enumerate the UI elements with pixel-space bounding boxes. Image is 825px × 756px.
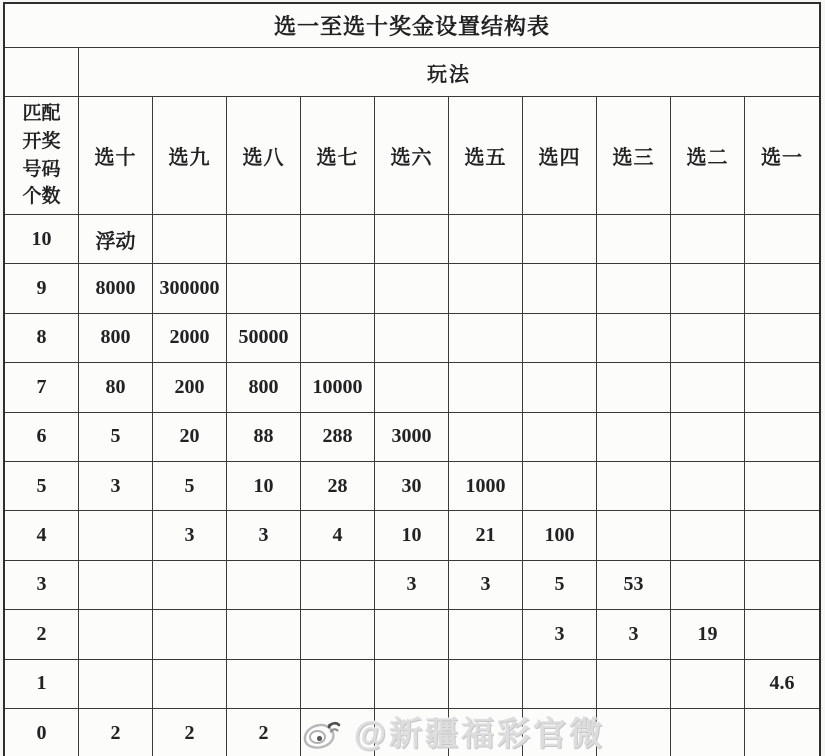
prize-cell: 8000	[79, 264, 153, 312]
prize-cell: 10	[375, 511, 449, 559]
prize-cell	[745, 610, 819, 658]
prize-cell	[745, 413, 819, 461]
table-row	[5, 561, 819, 610]
prize-cell	[153, 215, 227, 263]
prize-cell: 20	[153, 413, 227, 461]
prize-cell	[301, 660, 375, 708]
prize-cell	[301, 561, 375, 609]
prize-cell	[375, 215, 449, 263]
prize-cell	[449, 413, 523, 461]
prize-cell	[745, 264, 819, 312]
prize-cell	[375, 264, 449, 312]
column-header-8: 选三	[597, 97, 671, 214]
prize-cell	[227, 561, 301, 609]
column-header-6: 选五	[449, 97, 523, 214]
prize-cell	[597, 709, 671, 756]
match-count-cell: 2	[5, 610, 79, 658]
prize-cell: 5	[153, 462, 227, 510]
prize-cell	[671, 709, 745, 756]
prize-cell	[153, 561, 227, 609]
prize-cell	[671, 462, 745, 510]
prize-cell: 10000	[301, 363, 375, 411]
prize-cell	[153, 660, 227, 708]
corner-cell	[5, 48, 79, 96]
prize-cell: 5	[79, 413, 153, 461]
prize-cell	[671, 215, 745, 263]
prize-cell	[375, 660, 449, 708]
prize-cell	[745, 709, 819, 756]
prize-cell	[301, 264, 375, 312]
match-count-cell: 7	[5, 363, 79, 411]
prize-cell: 3	[449, 561, 523, 609]
prize-cell	[301, 215, 375, 263]
match-count-cell: 3	[5, 561, 79, 609]
prize-cell: 5	[523, 561, 597, 609]
table-row	[5, 462, 819, 511]
prize-structure-table	[3, 2, 821, 756]
prize-cell	[597, 413, 671, 461]
prize-cell: 3	[523, 610, 597, 658]
match-count-cell: 10	[5, 215, 79, 263]
table-row	[5, 610, 819, 659]
prize-cell: 3	[227, 511, 301, 559]
prize-cell: 浮动	[79, 215, 153, 263]
prize-cell	[597, 314, 671, 362]
column-header-4: 选七	[301, 97, 375, 214]
prize-cell: 80	[79, 363, 153, 411]
prize-cell	[301, 709, 375, 756]
prize-cell: 800	[227, 363, 301, 411]
prize-cell: 200	[153, 363, 227, 411]
table-title: 选一至选十奖金设置结构表	[273, 14, 550, 39]
prize-cell: 3	[153, 511, 227, 559]
match-count-cell: 9	[5, 264, 79, 312]
prize-cell	[745, 363, 819, 411]
column-header-row	[5, 97, 819, 215]
prize-cell	[449, 660, 523, 708]
prize-cell: 19	[671, 610, 745, 658]
prize-cell	[745, 511, 819, 559]
prize-cell	[745, 215, 819, 263]
prize-cell	[523, 215, 597, 263]
prize-cell	[745, 314, 819, 362]
prize-cell	[449, 264, 523, 312]
prize-cell: 28	[301, 462, 375, 510]
prize-cell	[449, 363, 523, 411]
prize-cell	[671, 561, 745, 609]
prize-cell	[449, 215, 523, 263]
column-header-9: 选二	[671, 97, 745, 214]
prize-cell	[227, 215, 301, 263]
prize-cell	[227, 264, 301, 312]
table-title-row	[5, 4, 819, 48]
prize-cell	[597, 215, 671, 263]
prize-cell: 3	[79, 462, 153, 510]
prize-cell: 30	[375, 462, 449, 510]
prize-cell	[671, 413, 745, 461]
match-count-cell: 5	[5, 462, 79, 510]
table-row	[5, 709, 819, 756]
prize-cell	[671, 314, 745, 362]
match-count-cell: 8	[5, 314, 79, 362]
table-row	[5, 363, 819, 412]
prize-cell	[671, 511, 745, 559]
prize-cell	[671, 264, 745, 312]
prize-cell	[523, 709, 597, 756]
table-row	[5, 314, 819, 363]
match-count-header: 匹配开奖号码个数	[5, 97, 79, 214]
prize-cell: 4.6	[769, 672, 795, 695]
prize-cell	[301, 610, 375, 658]
match-count-cell: 0	[5, 709, 79, 756]
prize-cell: 2	[227, 709, 301, 756]
prize-cell: 3	[375, 561, 449, 609]
prize-cell	[375, 314, 449, 362]
match-count-cell: 1	[5, 660, 79, 708]
prize-cell	[745, 561, 819, 609]
prize-cell	[375, 709, 449, 756]
prize-cell: 21	[449, 511, 523, 559]
prize-cell	[597, 264, 671, 312]
prize-cell	[79, 610, 153, 658]
prize-cell	[375, 610, 449, 658]
prize-cell: 3000	[375, 413, 449, 461]
prize-cell	[745, 462, 819, 510]
column-header-2: 选九	[153, 97, 227, 214]
prize-cell	[523, 462, 597, 510]
table-row	[5, 413, 819, 462]
column-header-7: 选四	[523, 97, 597, 214]
prize-cell	[523, 314, 597, 362]
prize-cell: 800	[79, 314, 153, 362]
column-header-10: 选一	[761, 147, 803, 169]
play-method-label: 玩法	[427, 63, 471, 86]
column-header-5: 选六	[375, 97, 449, 214]
prize-cell	[153, 610, 227, 658]
table-row	[5, 511, 819, 560]
prize-cell: 3	[597, 610, 671, 658]
prize-cell	[523, 363, 597, 411]
table-row	[5, 264, 819, 313]
prize-cell: 53	[597, 561, 671, 609]
table-row	[5, 660, 819, 709]
prize-cell: 300000	[153, 264, 227, 312]
prize-cell: 2000	[153, 314, 227, 362]
match-count-cell: 6	[5, 413, 79, 461]
watermark-handle: @新疆福彩官微	[354, 715, 606, 752]
prize-cell: 2	[153, 709, 227, 756]
prize-cell	[301, 314, 375, 362]
prize-cell	[449, 314, 523, 362]
prize-cell	[523, 264, 597, 312]
prize-cell: 10	[227, 462, 301, 510]
prize-cell	[375, 363, 449, 411]
prize-cell	[449, 709, 523, 756]
prize-cell: 50000	[227, 314, 301, 362]
prize-cell	[79, 511, 153, 559]
prize-cell	[523, 660, 597, 708]
prize-cell	[79, 660, 153, 708]
prize-cell	[523, 413, 597, 461]
prize-cell: 1000	[449, 462, 523, 510]
prize-cell	[597, 660, 671, 708]
prize-cell	[597, 363, 671, 411]
prize-cell: 288	[301, 413, 375, 461]
prize-cell	[671, 660, 745, 708]
play-method-row	[5, 48, 819, 97]
prize-cell	[79, 561, 153, 609]
prize-cell: 100	[523, 511, 597, 559]
prize-cell	[671, 363, 745, 411]
prize-cell	[227, 660, 301, 708]
prize-cell	[597, 462, 671, 510]
prize-cell: 4	[301, 511, 375, 559]
prize-cell	[449, 610, 523, 658]
prize-cell	[227, 610, 301, 658]
prize-cell: 88	[227, 413, 301, 461]
column-header-1: 选十	[79, 97, 153, 214]
prize-cell	[597, 511, 671, 559]
table-body	[5, 215, 819, 756]
column-header-3: 选八	[227, 97, 301, 214]
table-row	[5, 215, 819, 264]
prize-cell: 2	[79, 709, 153, 756]
match-count-cell: 4	[5, 511, 79, 559]
